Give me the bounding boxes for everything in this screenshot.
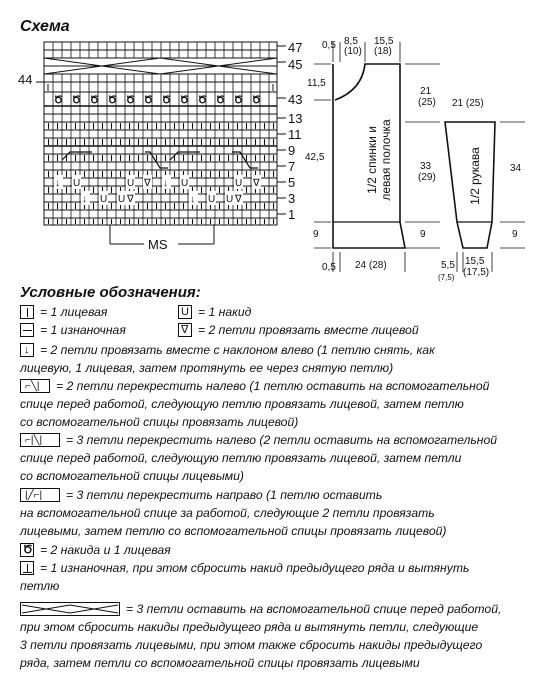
- double-yo-mark: Ծ: [162, 95, 171, 106]
- chart-symbol: U: [118, 194, 126, 205]
- double-yo-mark: Ծ: [180, 95, 189, 106]
- double-yo-mark: Ծ: [90, 95, 99, 106]
- legend-c2l-1: = 2 петли перекрестить налево (1 петлю оставить на вспомогательной: [56, 379, 490, 393]
- dim-cuff-width: 15,5: [465, 256, 485, 267]
- dim-body-length: 42,5: [305, 152, 325, 163]
- row-number-3: 3: [288, 191, 296, 206]
- dim-bottom-width: 24 (28): [355, 260, 387, 271]
- legend-cable-drop-1: = 3 петли оставить на вспомогательной спице перед работой,: [126, 602, 502, 616]
- dim-cuff-width-alt: (17,5): [463, 267, 490, 278]
- legend-c3l-3: со вспомогательной спицы лицевыми): [20, 469, 244, 483]
- chart-symbol: ↓: [55, 178, 60, 189]
- dim-side-length: 33: [420, 161, 432, 172]
- legend-knit: = 1 лицевая: [40, 305, 108, 319]
- row-number-45: 45: [288, 57, 303, 72]
- legend-purl: = 1 изнаночная: [40, 323, 126, 337]
- row-number-9: 9: [288, 143, 296, 158]
- legend-c2l-3: со вспомогательной спицы провязать лицевой): [20, 415, 299, 429]
- double-yo-mark: Ծ: [54, 95, 63, 106]
- dim-body-rib: 9: [313, 229, 319, 240]
- dim-armhole: 21: [420, 86, 432, 97]
- body-piece-label: [354, 106, 394, 206]
- double-yo-mark: Ծ: [126, 95, 135, 106]
- chart-symbol: ↓: [82, 194, 87, 205]
- row-number-43: 43: [288, 92, 303, 107]
- purl-drop-icon: [20, 561, 34, 575]
- dim-shoulder-width-alt: (18): [374, 46, 392, 57]
- ssk-icon: ↓: [20, 343, 34, 357]
- dim-cuff-offset: 5,5: [441, 260, 455, 271]
- dim-side-rib: 9: [420, 229, 426, 240]
- double-yo-mark: Ծ: [144, 95, 153, 106]
- legend-purl-drop-2: петлю: [20, 579, 60, 593]
- chart-symbol: U: [127, 178, 135, 189]
- cable-drop-icon: [20, 602, 120, 616]
- legend-title: Условные обозначения:: [20, 284, 201, 301]
- dim-bottom-offset: 0,5: [322, 262, 336, 273]
- double-yo-mark: Ծ: [108, 95, 117, 106]
- sleeve-piece-label: [460, 145, 490, 215]
- chart-symbol: ↓: [190, 194, 195, 205]
- chart-symbol: U: [181, 178, 189, 189]
- dim-side-length-alt: (29): [418, 172, 436, 183]
- legend-c3r-2: на вспомогательной спице за работой, следующие 2 петли провязать: [20, 506, 435, 520]
- legend-ssk-2: лицевую, 1 лицевая, затем протянуть ее через снятую петлю): [20, 361, 394, 375]
- double-yo-icon: Ծ: [20, 543, 34, 557]
- chart-symbol: U: [73, 178, 81, 189]
- legend-c3l-1: = 3 петли перекрестить налево (2 петли оставить на вспомогательной: [66, 433, 498, 447]
- cross-2-left-icon: ⌐╲|: [20, 379, 50, 393]
- row-number-44: 44: [18, 72, 33, 87]
- chart-symbol: ∇: [253, 178, 260, 189]
- chart-symbol: U: [100, 194, 108, 205]
- legend-cable-drop-4: ряда, затем петли со вспомогательной спицы провязать лицевыми: [20, 656, 420, 670]
- yarn-over-icon: U: [178, 305, 192, 319]
- chart-title: Схема: [20, 18, 70, 35]
- dim-shoulder-width: 15,5: [374, 36, 394, 47]
- purl-stitch-icon: [20, 323, 34, 337]
- double-yo-mark: Ծ: [234, 95, 243, 106]
- chart-symbol: U: [226, 194, 234, 205]
- legend-cable-drop-3: 3 петли провязать лицевыми, при этом также сбросить накиды предыдущего: [20, 638, 483, 652]
- dim-neck-width-alt: (10): [344, 46, 362, 57]
- legend-k2tog: = 2 петли провязать вместе лицевой: [198, 323, 419, 337]
- body-label-line-2: левая полочка: [379, 119, 393, 201]
- dim-armhole-alt: (25): [418, 97, 436, 108]
- double-yo-mark: Ծ: [198, 95, 207, 106]
- row-number-11: 11: [288, 127, 302, 142]
- chart-symbol: ∇: [144, 178, 151, 189]
- chart-symbol: U: [208, 194, 216, 205]
- chart-symbol: U: [235, 178, 243, 189]
- legend-purl-drop-1: = 1 изнаночная, при этом сбросить накид предыдущего ряда и вытянуть: [40, 561, 470, 575]
- row-number-1: 1: [288, 207, 296, 222]
- row-number-7: 7: [288, 159, 296, 174]
- dim-sleeve-length: 34: [510, 163, 522, 174]
- chart-symbol: ∇: [127, 194, 134, 205]
- legend-yo: = 1 накид: [198, 305, 252, 319]
- dim-neck-offset: 0,5: [322, 40, 336, 51]
- double-yo-mark: Ծ: [216, 95, 225, 106]
- dim-sleeve-rib: 9: [512, 229, 518, 240]
- double-yo-mark: Ծ: [252, 95, 261, 106]
- legend-c2l-2: спице перед работой, следующую петлю провязать лицевой, затем петлю: [20, 397, 464, 411]
- legend-c3r-1: = 3 петли перекрестить направо (1 петлю оставить: [66, 488, 383, 502]
- legend-cable-drop-2: при этом сбросить накиды предыдущего ряда и вытянуть петли, следующие: [20, 620, 479, 634]
- chart-symbol: ∇: [235, 194, 242, 205]
- body-label-line-1: 1/2 спинки и: [365, 126, 379, 194]
- dim-sleeve-width: 21 (25): [452, 98, 484, 109]
- cross-3-left-icon: ⌐|╲|: [20, 433, 60, 447]
- dim-neck-depth: 11,5: [307, 78, 326, 89]
- row-number-47: 47: [288, 40, 303, 55]
- chart-symbol: ↓: [163, 178, 168, 189]
- knit-stitch-icon: [20, 305, 34, 319]
- dim-neck-width: 8,5: [344, 36, 358, 47]
- legend-double-yo: = 2 накида и 1 лицевая: [40, 543, 171, 557]
- cross-3-right-icon: |╱⌐|: [20, 488, 60, 502]
- repeat-label: MS: [148, 237, 168, 252]
- k2tog-icon: ∇: [178, 323, 192, 337]
- sleeve-label-text: 1/2 рукава: [468, 147, 482, 205]
- legend-ssk-1: = 2 петли провязать вместе с наклоном влево (1 петлю снять, как: [40, 343, 435, 357]
- row-number-13: 13: [288, 111, 303, 126]
- row-number-5: 5: [288, 175, 296, 190]
- double-yo-mark: Ծ: [72, 95, 81, 106]
- dim-cuff-offset-alt: (7,5): [438, 273, 455, 282]
- legend-c3l-2: спице перед работой, следующую петлю провязать лицевой, затем петли: [20, 451, 462, 465]
- legend-c3r-3: лицевыми, затем петлю со вспомогательной спицы провязать лицевой): [20, 524, 447, 538]
